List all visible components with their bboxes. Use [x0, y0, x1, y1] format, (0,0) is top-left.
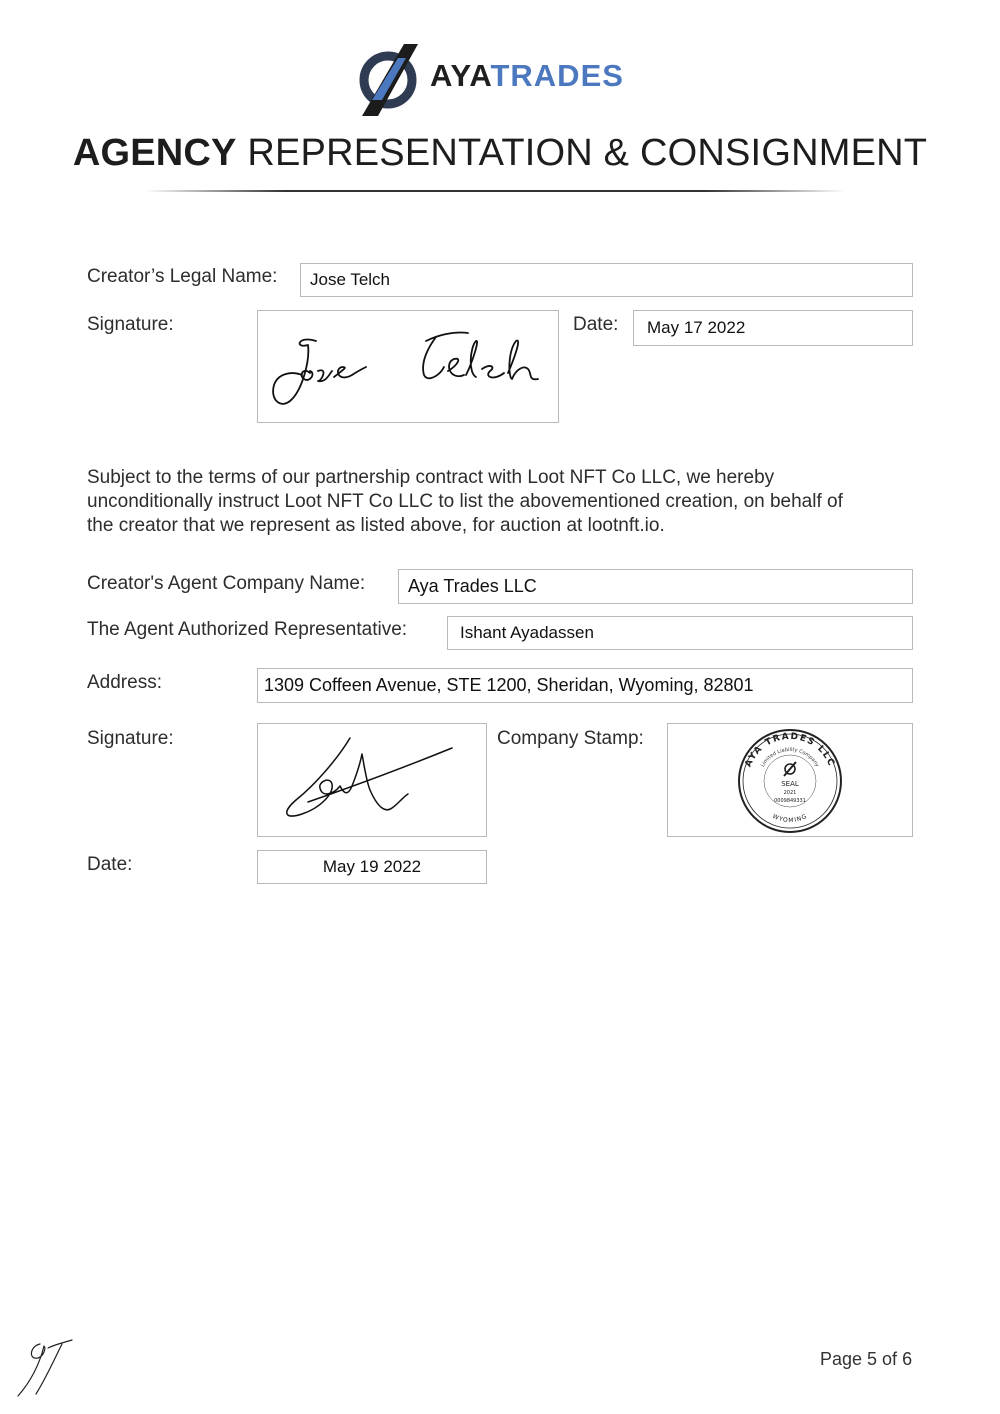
- agent-date-label: Date:: [87, 854, 133, 875]
- svg-text:Limited Liability Company: [760, 747, 820, 768]
- document-title: [0, 132, 1000, 175]
- seal-year: 2021: [783, 790, 797, 796]
- company-stamp-box: [667, 723, 913, 837]
- agent-representative-label: The Agent Authorized Representative:: [87, 619, 408, 640]
- agent-signature-image: [258, 724, 486, 836]
- agent-date-field[interactable]: May 19 2022: [257, 850, 487, 884]
- brand-name: [430, 58, 624, 94]
- title-bold: AGENCY: [72, 132, 237, 174]
- seal-label: SEAL: [781, 780, 799, 788]
- seal-inner-text: Limited Liability Company: [759, 746, 821, 769]
- paragraph-line-2: unconditionally instruct Loot NFT Co LLC to list the abovementioned creation, on behalf of: [87, 491, 843, 512]
- creator-date-field[interactable]: May 17 2022: [633, 310, 913, 346]
- paragraph-line-1: Subject to the terms of our partnership contract with Loot NFT Co LLC, we hereby: [87, 467, 775, 488]
- agent-company-field[interactable]: Aya Trades LLC: [398, 569, 913, 604]
- company-logo: [358, 40, 648, 118]
- creator-signature-image: [258, 311, 558, 422]
- agent-signature-box[interactable]: [257, 723, 487, 837]
- seal-logo-icon: [784, 762, 796, 776]
- creator-date-label: Date:: [573, 314, 619, 335]
- address-field[interactable]: 1309 Coffeen Avenue, STE 1200, Sheridan, Wyoming, 82801: [257, 668, 913, 703]
- brand-name-part1: AYA: [430, 58, 491, 93]
- brand-name-part2: TRADES: [490, 58, 624, 93]
- paragraph-line-3: the creator that we represent as listed above, for auction at lootnft.io.: [87, 515, 665, 536]
- creator-signature-label: Signature:: [87, 314, 174, 335]
- page-number: Page 5 of 6: [820, 1349, 913, 1369]
- creator-legal-name-label: Creator’s Legal Name:: [87, 266, 278, 287]
- seal-top-text: AYA TRADES LLC: [743, 731, 837, 769]
- seal-number: 0009849331: [774, 798, 806, 804]
- initials-signature-image: [10, 1336, 80, 1400]
- logo-mark-icon: [358, 40, 422, 118]
- title-rest: REPRESENTATION & CONSIGNMENT: [236, 132, 928, 174]
- agent-representative-field[interactable]: Ishant Ayadassen: [447, 616, 913, 650]
- creator-legal-name-field[interactable]: Jose Telch: [300, 263, 913, 297]
- creator-signature-box[interactable]: [257, 310, 559, 423]
- initials-signature: [10, 1336, 80, 1400]
- company-seal-image: [668, 724, 912, 836]
- title-divider: [145, 190, 845, 192]
- instruction-paragraph: [87, 466, 917, 538]
- seal-bottom-text: WYOMING: [771, 812, 809, 825]
- address-label: Address:: [87, 672, 162, 693]
- agent-company-label: Creator's Agent Company Name:: [87, 573, 366, 594]
- svg-text:WYOMING: [771, 813, 808, 824]
- agent-signature-label: Signature:: [87, 728, 174, 749]
- company-stamp-label: Company Stamp:: [497, 728, 644, 749]
